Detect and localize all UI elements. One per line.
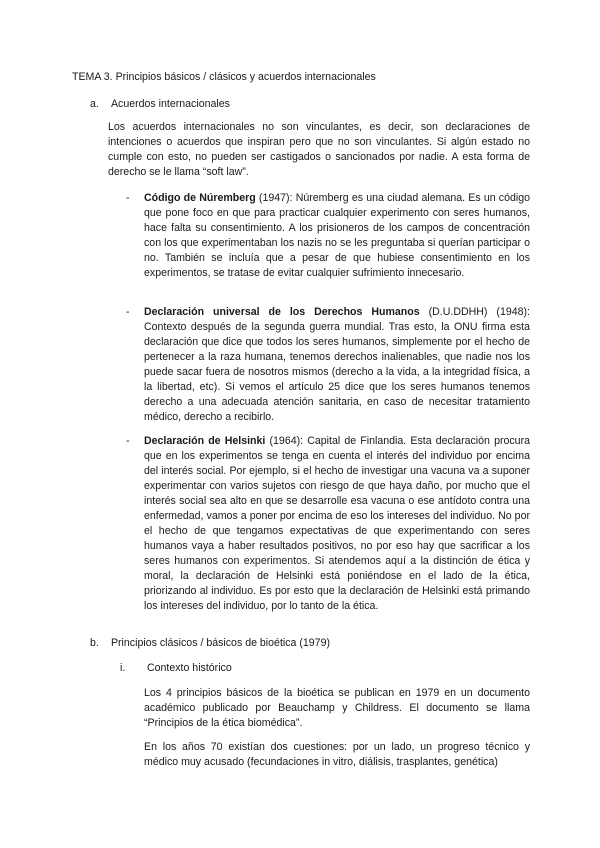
context-paragraph-1: Los 4 principios básicos de la bioética se publican en 1979 en un documento académico publicado por Beauchamp y Childress. El documento se llama “Principios de la ética biomédica”. [144,687,530,729]
item-text: Capital de Finlandia. Esta declaración procura que en los experimentos se tenga en cuenta el interés del individuo por encima del interés social. Por ejemplo, si el hecho de investigar una vacuna va a suponer experimentar con varios sujetos con riesgo de que haya daño, por mucho que el interés social sea alto en que se desarrolle esa vacuna o ese antídoto contra una enfermedad, vamos a poner por encima de eso los intereses del individuo. No por el hecho de que tengamos expectativas de que experimentando con seres humanos vaya a haber resultados positivos, no por eso hay que sacrificar a los seres humanos con experimentos. Si atendemos aquí a la distinción de ética y moral, la declaración de Helsinki está poniéndose en el lado de la ética, priorizando al individuo. Es por esto que la declaración de Helsinki está primando los intereses del individuo, por lo tanto de la ética. [144,435,530,612]
subsection-i-marker: i. [120,662,126,674]
item-name: Declaración de Helsinki [144,435,266,447]
section-a-marker: a. [90,98,99,110]
section-b-title: Principios clásicos / básicos de bioética (1979) [110,637,330,649]
item-name: Declaración universal de los Derechos Humanos [144,306,420,318]
section-a-intro: Los acuerdos internacionales no son vinculantes, es decir, son declaraciones de intenciones o acuerdos que inspiran pero que no son vinculantes. Si algún estado no cumple con esto, no pueden ser castigados o sancionados por nadie. A esta forma de derecho se le llama “soft law”. [108,121,530,178]
bullet-mark: - [126,192,130,204]
list-item-nuremberg [144,191,530,281]
item-meta: (1964): [265,435,308,447]
item-meta: (D.U.DDHH) (1948): [419,306,530,318]
item-text: Contexto después de la segunda guerra mundial. Tras esto, la ONU firma esta declaración que dice que todos los seres humanos, simplemente por el hecho de pertenecer a la raza humana, tenemos derechos inalienables, que nadie nos los puede sacar fuera de nosotros mismos (derecho a la vida, a la integridad física, a la libertad, etc). Si vemos el artículo 25 dice que los seres humanos tenemos derecho a una adecuada atención sanitaria, en caso de necesitar tratamiento médico, derecho a recibirlo. [144,321,530,423]
item-meta: (1947): [255,192,296,204]
section-b-heading [90,636,330,651]
list-item-human-rights [144,305,530,425]
bullet-mark: - [126,306,130,318]
subsection-i-heading [120,661,232,676]
list-item-helsinki [144,434,530,614]
item-text: Núremberg es una ciudad alemana. Es un código que pone foco en que para practicar cualquier experimento con seres humanos, hace falta su consentimiento. A los prisioneros de los campos de concentración con los que experimentaban los nazis no se les preguntaba si querían participar o no. También se incluía que a pesar de que hubiese consentimiento en los experimentos, se tratase de evitar cualquier sufrimiento innecesario. [144,192,531,279]
section-a-heading [90,97,230,112]
bullet-mark: - [126,435,130,447]
context-paragraph-2: En los años 70 existían dos cuestiones: por un lado, un progreso técnico y médico muy acusado (fecundaciones in vitro, diálisis, trasplantes, genética) [144,741,530,768]
page-title: TEMA 3. Principios básicos / clásicos y acuerdos internacionales [72,71,376,83]
item-name: Código de Núremberg [144,192,256,204]
section-b-marker: b. [90,637,99,649]
section-a-title: Acuerdos internacionales [110,98,230,110]
subsection-i-title: Contexto histórico [146,662,232,674]
